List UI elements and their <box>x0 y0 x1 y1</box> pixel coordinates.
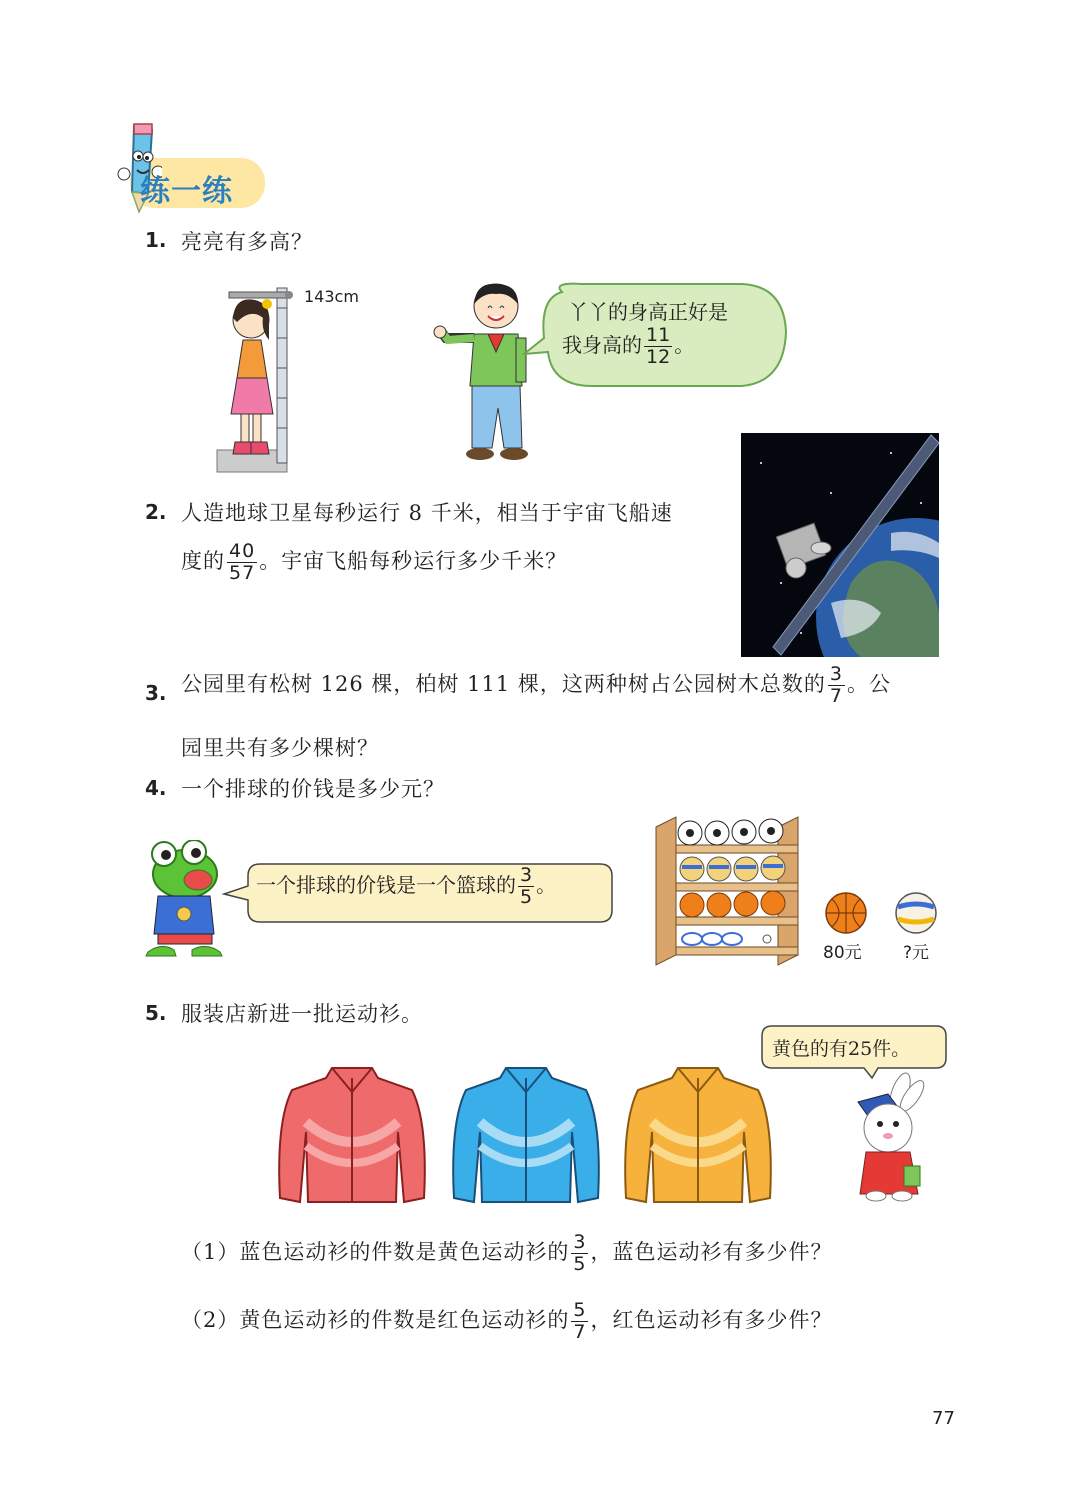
question-2-line2 <box>181 542 567 583</box>
fraction-numerator: 3 <box>829 663 843 685</box>
question-4-number: 4. <box>145 776 167 800</box>
volleyball-price: ?元 <box>903 943 930 963</box>
question-5-number: 5. <box>145 1001 167 1025</box>
fraction-3-5 <box>518 866 534 907</box>
question-2-line2-suffix: 。宇宙飞船每秒运行多少千米？ <box>259 549 568 573</box>
ball-shelf-illustration <box>652 815 802 967</box>
question-5-sub1-prefix: （1）蓝色运动衫的件数是黄色运动衫的 <box>181 1240 570 1264</box>
basketball-price: 80元 <box>823 943 862 963</box>
fraction-numerator: 11 <box>646 324 671 346</box>
fraction-3-7 <box>828 665 845 706</box>
bubble-q4-suffix: 。 <box>536 873 557 897</box>
question-3-line1-prefix: 公园里有松树 126 棵，柏树 111 棵，这两种树占公园树木总数的 <box>181 672 826 696</box>
question-3-line1 <box>181 665 891 706</box>
question-3-line2: 园里共有多少棵树？ <box>181 736 379 760</box>
basketball-icon <box>824 891 868 935</box>
yellow-jacket-illustration <box>618 1062 778 1212</box>
speech-bubble-q1-line2 <box>562 326 694 367</box>
fraction-denominator: 7 <box>573 1321 587 1343</box>
fraction-denominator: 57 <box>229 562 256 584</box>
question-3-number: 3. <box>145 681 167 705</box>
blue-jacket-illustration <box>446 1062 606 1212</box>
question-2-line2-prefix: 度的 <box>181 549 225 573</box>
question-5-sub2 <box>181 1301 832 1342</box>
fraction-denominator: 7 <box>829 685 843 707</box>
fraction-denominator: 12 <box>646 346 671 368</box>
girl-height-ruler-illustration <box>215 278 365 478</box>
page-number: 77 <box>932 1408 955 1429</box>
satellite-earth-photo <box>741 433 939 657</box>
rabbit-mascot-illustration <box>848 1072 928 1202</box>
fraction-numerator: 3 <box>520 864 533 886</box>
fraction-numerator: 5 <box>573 1299 587 1321</box>
fraction-numerator: 40 <box>229 540 256 562</box>
fraction-denominator: 5 <box>573 1253 587 1275</box>
section-title: 练一练 <box>140 174 233 209</box>
question-5-sub2-suffix: ，红色运动衫有多少件？ <box>590 1308 833 1332</box>
section-header <box>112 122 272 214</box>
question-5-text: 服装店新进一批运动衫。 <box>181 1002 423 1026</box>
bubble-q1-line2-prefix: 我身高的 <box>562 333 642 357</box>
question-1-text: 亮亮有多高？ <box>181 230 313 254</box>
frog-mascot-illustration <box>140 840 230 960</box>
question-5-sub1 <box>181 1233 832 1274</box>
fraction-numerator: 3 <box>573 1231 587 1253</box>
fraction-11-12 <box>644 326 672 367</box>
speech-bubble-q1-line1: 丫丫的身高正好是 <box>568 300 728 324</box>
volleyball-icon <box>894 891 938 935</box>
question-3-line1-suffix: 。公 <box>846 672 891 696</box>
fraction-5-7-sub2 <box>571 1301 588 1342</box>
red-jacket-illustration <box>272 1062 432 1212</box>
fraction-3-5-sub1 <box>571 1233 588 1274</box>
question-5-sub1-suffix: ，蓝色运动衫有多少件？ <box>590 1240 833 1264</box>
question-4-text: 一个排球的价钱是多少元？ <box>181 777 445 801</box>
speech-bubble-q4-text <box>256 866 556 907</box>
fraction-40-57 <box>227 542 257 583</box>
question-2-number: 2. <box>145 500 167 524</box>
question-5-sub2-prefix: （2）黄色运动衫的件数是红色运动衫的 <box>181 1308 570 1332</box>
bubble-q4-prefix: 一个排球的价钱是一个篮球的 <box>256 873 516 897</box>
height-label: 143cm <box>304 287 359 306</box>
question-1-number: 1. <box>145 228 167 252</box>
bubble-q1-line2-suffix: 。 <box>674 333 695 357</box>
speech-bubble-q5-text: 黄色的有25件。 <box>772 1038 911 1060</box>
fraction-denominator: 5 <box>520 886 533 908</box>
question-2-line1: 人造地球卫星每秒运行 8 千米，相当于宇宙飞船速 <box>181 501 673 525</box>
